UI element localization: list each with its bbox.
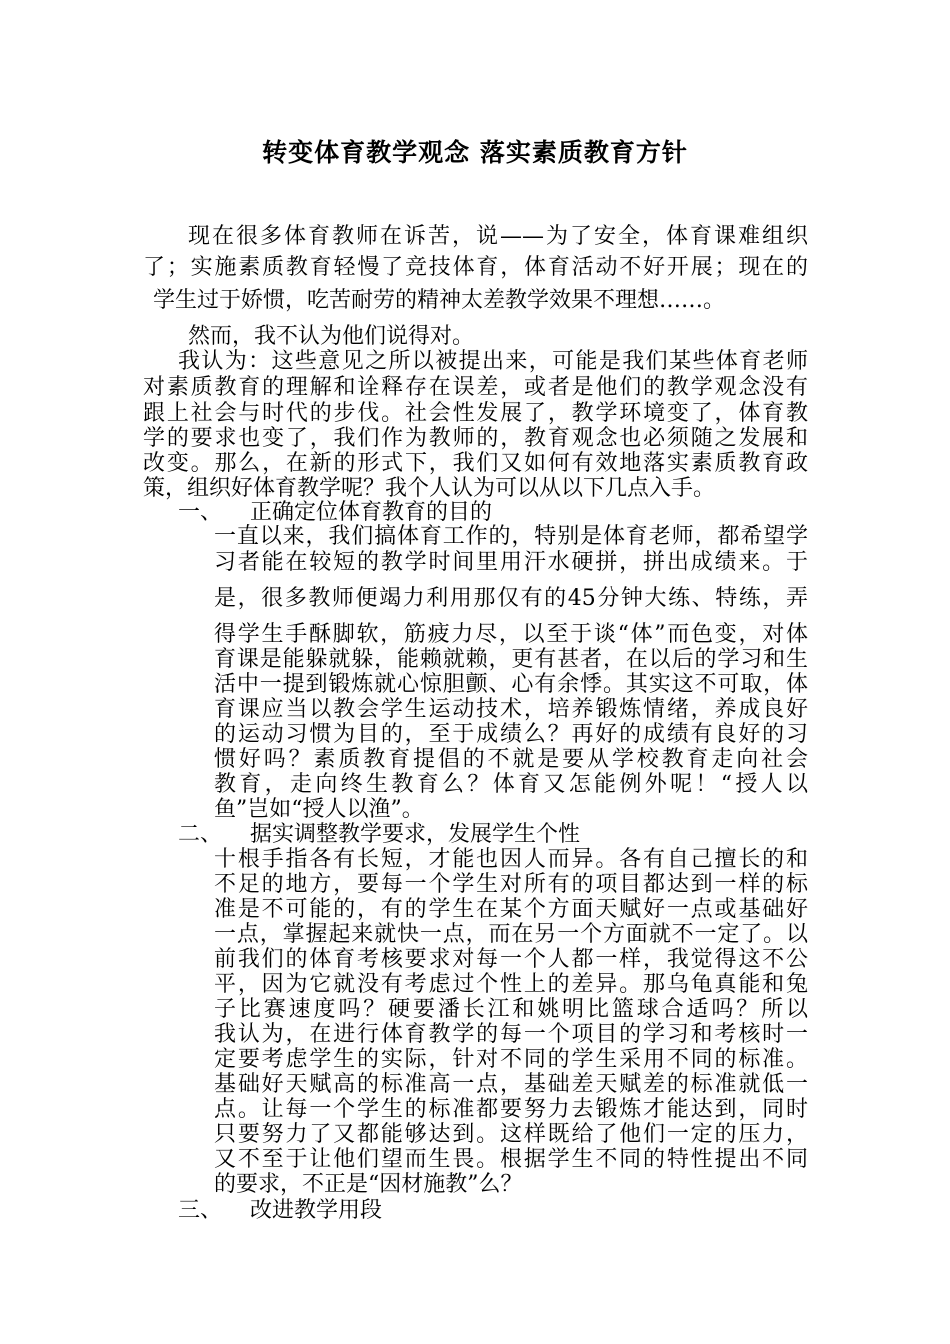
text-line: 活中一提到锻炼就心惊胆颤、心有余悸。其实这不可取，体	[214, 672, 808, 697]
text-line: 学生过于娇惯，吃苦耐劳的精神太差教学效果不理想……。	[153, 288, 726, 313]
text-line: 现在很多体育教师在诉苦，说——为了安全，体育课难组织	[188, 224, 808, 249]
text-line: 然而，我不认为他们说得对。	[188, 324, 475, 349]
text-line: 策，组织好体育教学呢？我个人认为可以从以下几点入手。	[143, 476, 716, 501]
text-line: 只要努力了又都能够达到。这样既给了他们一定的压力，	[214, 1122, 808, 1147]
text-line: 十根手指各有长短，才能也因人而异。各有自己擅长的和	[214, 847, 808, 872]
text-line: 习者能在较短的教学时间里用汗水硬拼，拼出成绩来。于	[214, 550, 808, 575]
text-line: 鱼”岂如“授人以渔”。	[214, 797, 424, 822]
text-line: 不足的地方，要每一个学生对所有的项目都达到一样的标	[214, 872, 808, 897]
text-line: 的运动习惯为目的，至于成绩么？再好的成绩有良好的习	[214, 722, 808, 747]
text-line: 点。让每一个学生的标准都要努力去锻炼才能达到，同时	[214, 1097, 808, 1122]
text-line: 育课应当以教会学生运动技术，培养锻炼情绪，养成良好	[214, 697, 808, 722]
text-line: 一直以来，我们搞体育工作的，特别是体育老师，都希望学	[214, 524, 808, 549]
text-line: 我认为：这些意见之所以被提出来，可能是我们某些体育老师	[178, 349, 808, 374]
text-line: 了；实施素质教育轻慢了竞技体育，体育活动不好开展；现在的	[143, 255, 808, 280]
text-line: 定要考虑学生的实际，针对不同的学生采用不同的标准。	[214, 1047, 808, 1072]
text-line: 跟上社会与时代的步伐。社会性发展了，教学环境变了，体育教	[143, 401, 808, 426]
text-line: 的要求，不正是“因材施教”么？	[214, 1172, 523, 1197]
text-line: 改变。那么，在新的形式下，我们又如何有效地落实素质教育政	[143, 451, 808, 476]
section-heading-2: 二、 据实调整教学要求，发展学生个性	[178, 822, 580, 847]
text-line: 基础好天赋高的标准高一点，基础差天赋差的标准就低一	[214, 1072, 808, 1097]
text-line: 前我们的体育考核要求对每一个人都一样，我觉得这不公	[214, 947, 808, 972]
text-line: 平，因为它就没有考虑过个性上的差异。那乌龟真能和兔	[214, 972, 808, 997]
text-line: 子比赛速度吗？硬要潘长江和姚明比篮球合适吗？所以	[214, 997, 808, 1022]
text-line: 教育，走向终生教育么？体育又怎能例外呢！“授人以	[214, 772, 808, 797]
text-line: 准是不可能的，有的学生在某个方面天赋好一点或基础好	[214, 897, 808, 922]
text-line: 是，很多教师便竭力利用那仅有的45分钟大练、特练，弄	[214, 586, 808, 611]
text-line: 得学生手酥脚软，筋疲力尽，以至于谈“体”而色变，对体	[214, 622, 808, 647]
section-heading-3: 三、 改进教学用段	[178, 1198, 382, 1223]
text-line: 惯好吗？素质教育提倡的不就是要从学校教育走向社会	[214, 747, 808, 772]
text-line: 育课是能躲就躲，能赖就赖，更有甚者，在以后的学习和生	[214, 647, 808, 672]
document-title: 转变体育教学观念 落实素质教育方针	[262, 138, 688, 167]
text-line: 又不至于让他们望而生畏。根据学生不同的特性提出不同	[214, 1147, 808, 1172]
section-heading-1: 一、 正确定位体育教育的目的	[178, 500, 492, 525]
text-line: 一点，掌握起来就快一点，而在另一个方面就不一定了。以	[214, 922, 808, 947]
text-line: 对素质教育的理解和诠释存在误差，或者是他们的教学观念没有	[143, 375, 808, 400]
text-line: 我认为，在进行体育教学的每一个项目的学习和考核时一	[214, 1022, 808, 1047]
text-line: 学的要求也变了，我们作为教师的，教育观念也必须随之发展和	[143, 426, 808, 451]
